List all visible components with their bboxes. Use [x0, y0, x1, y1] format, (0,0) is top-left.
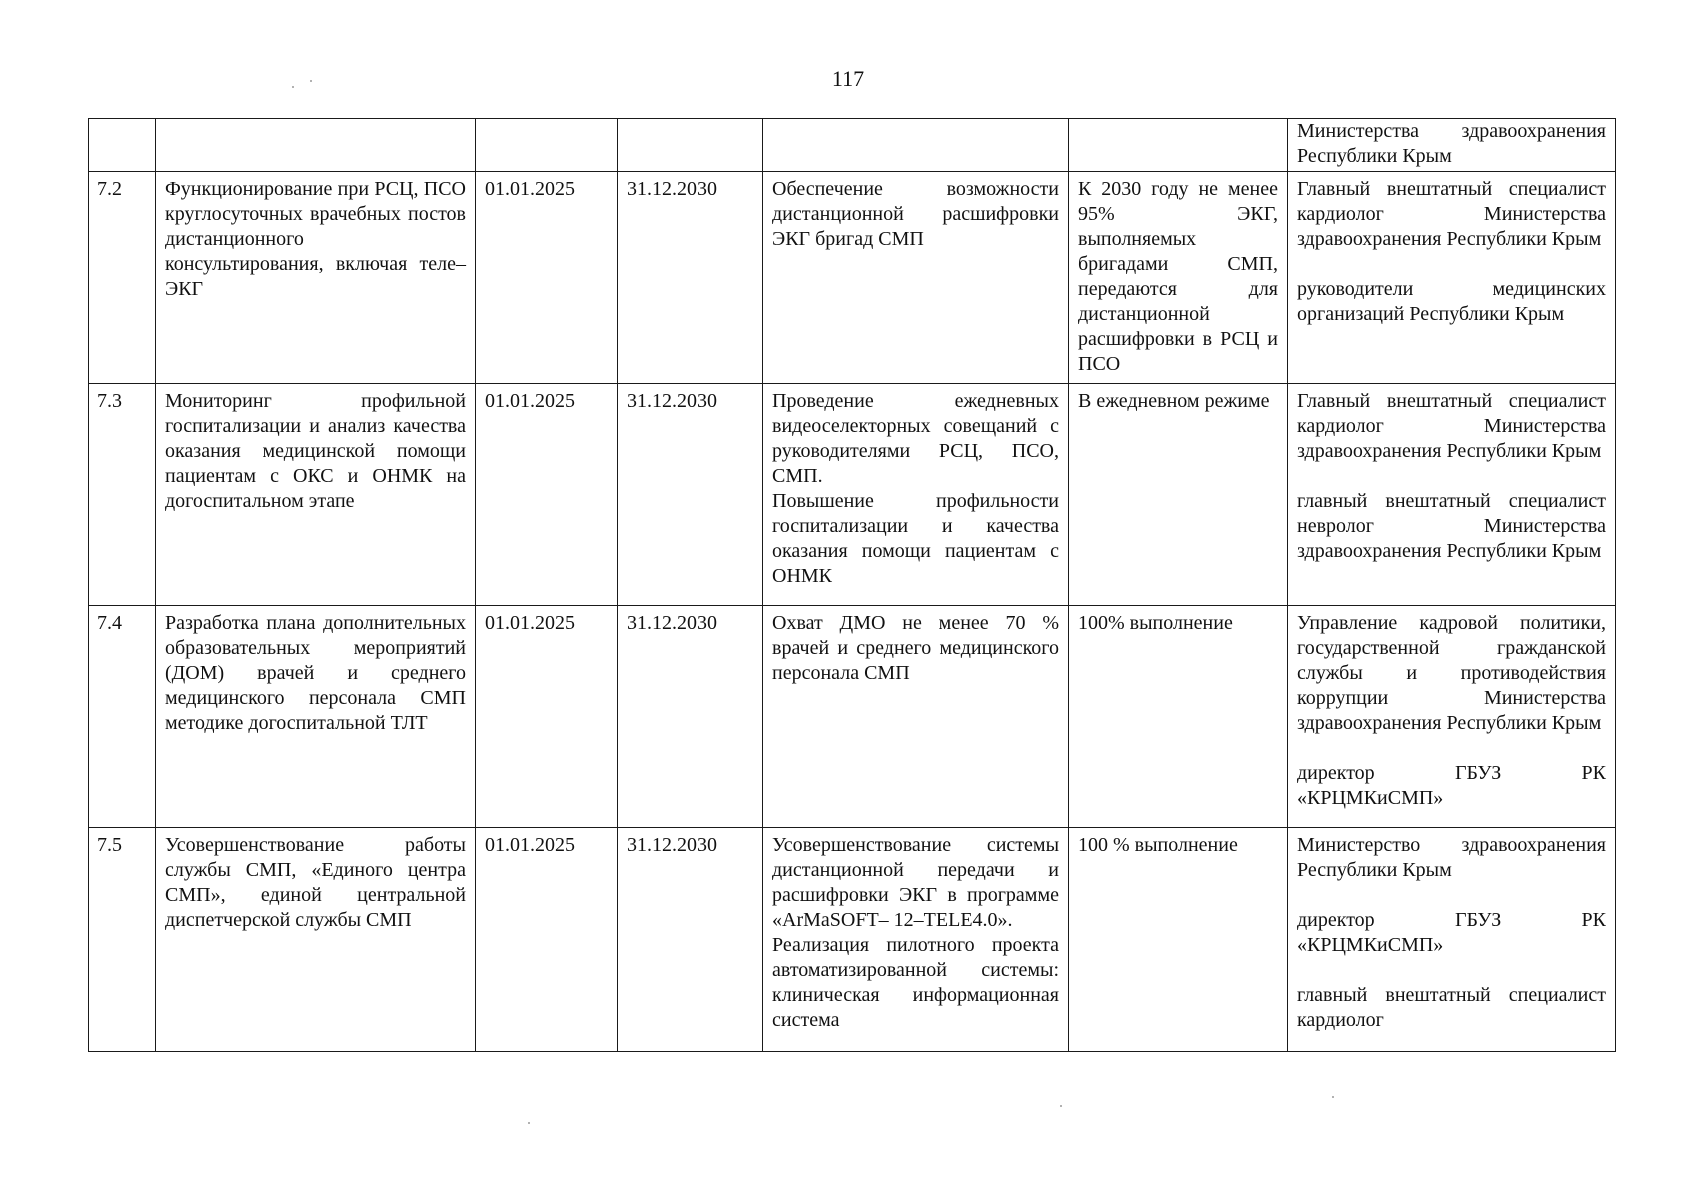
scan-speck: [528, 1122, 530, 1124]
cell-end: 31.12.2030: [618, 606, 763, 828]
table-row: [89, 828, 1616, 1052]
cell-indicator: [1069, 119, 1288, 172]
cell-result: [763, 172, 1069, 384]
responsible-line: главный внештатный специалист невролог Министерства здравоохранения Республики Крым: [1297, 490, 1606, 562]
cell-responsible: [1288, 119, 1616, 172]
cell-activity: Функционирование при РСЦ, ПСО круглосуточных врачебных постов дистанционного консультирования, включая теле– ЭКГ: [156, 172, 476, 384]
responsible-line: руководители медицинских организаций Республики Крым: [1297, 278, 1606, 325]
cell-end: 31.12.2030: [618, 828, 763, 1052]
scan-speck: [1332, 1096, 1334, 1098]
cell-result: [763, 119, 1069, 172]
result-line: Повышение профильности госпитализации и качества оказания помощи пациентам с ОНМК: [772, 490, 1059, 587]
cell-end: [618, 119, 763, 172]
cell-end: 31.12.2030: [618, 172, 763, 384]
responsible-line: директор ГБУЗ РК «КРЦМКиСМП»: [1297, 762, 1606, 809]
responsible-line: главный внештатный специалист кардиолог: [1297, 984, 1606, 1031]
responsible-line: Управление кадровой политики, государственной гражданской службы и противодействия коррупции Министерства здравоохранения Республики Крым: [1297, 612, 1606, 734]
cell-end: 31.12.2030: [618, 384, 763, 606]
cell-start: 01.01.2025: [476, 172, 618, 384]
scan-speck: [292, 86, 294, 88]
cell-indicator: К 2030 году не менее 95% ЭКГ, выполняемых бригадами СМП, передаются для дистанционной расшифровки в РСЦ и ПСО: [1069, 172, 1288, 384]
cell-result: [763, 606, 1069, 828]
cell-start: 01.01.2025: [476, 828, 618, 1052]
result-line: Усовершенствование системы дистанционной передачи и расшифровки ЭКГ в программе «ArMaSOFT– 12–TELE4.0».: [772, 834, 1059, 931]
responsible-line: директор ГБУЗ РК «КРЦМКиСМП»: [1297, 909, 1606, 956]
responsible-line: Министерство здравоохранения Республики Крым: [1297, 834, 1606, 881]
cell-activity: [156, 119, 476, 172]
responsible-line: Главный внештатный специалист кардиолог Министерства здравоохранения Республики Крым: [1297, 178, 1606, 250]
cell-num: 7.3: [89, 384, 156, 606]
cell-indicator: В ежедневном режиме: [1069, 384, 1288, 606]
cell-responsible: [1288, 172, 1616, 384]
cell-activity: Усовершенствование работы службы СМП, «Единого центра СМП», единой центральной диспетчерской службы СМП: [156, 828, 476, 1052]
cell-result: [763, 384, 1069, 606]
cell-responsible: [1288, 606, 1616, 828]
cell-num: 7.4: [89, 606, 156, 828]
responsible-line: Главный внештатный специалист кардиолог Министерства здравоохранения Республики Крым: [1297, 390, 1606, 462]
scan-speck: [1060, 1105, 1062, 1107]
result-line: Проведение ежедневных видеоселекторных совещаний с руководителями РСЦ, ПСО, СМП.: [772, 390, 1059, 487]
activities-table: [88, 118, 1616, 1052]
cell-start: 01.01.2025: [476, 384, 618, 606]
cell-activity: Мониторинг профильной госпитализации и анализ качества оказания медицинской помощи пациентам с ОКС и ОНМК на догоспитальном этапе: [156, 384, 476, 606]
cell-result: [763, 828, 1069, 1052]
cell-start: 01.01.2025: [476, 606, 618, 828]
cell-start: [476, 119, 618, 172]
result-line: Охват ДМО не менее 70 % врачей и среднего медицинского персонала СМП: [772, 612, 1059, 684]
cell-num: 7.2: [89, 172, 156, 384]
table-row: [89, 606, 1616, 828]
cell-activity: Разработка плана дополнительных образовательных мероприятий (ДОМ) врачей и среднего медицинского персонала СМП методике догоспитальной ТЛТ: [156, 606, 476, 828]
table-row-continuation: [89, 119, 1616, 172]
cell-num: [89, 119, 156, 172]
scan-speck: [310, 80, 312, 82]
cell-responsible: [1288, 384, 1616, 606]
page-number: 117: [831, 66, 865, 91]
cell-responsible: [1288, 828, 1616, 1052]
result-line: Обеспечение возможности дистанционной расшифровки ЭКГ бригад СМП: [772, 178, 1059, 250]
responsible-line: Министерства здравоохранения Республики Крым: [1297, 120, 1606, 167]
cell-num: 7.5: [89, 828, 156, 1052]
cell-indicator: 100 % выполнение: [1069, 828, 1288, 1052]
result-line: Реализация пилотного проекта автоматизированной системы: клиническая информационная система: [772, 934, 1059, 1031]
cell-indicator: 100% выполнение: [1069, 606, 1288, 828]
table-row: [89, 172, 1616, 384]
table-row: [89, 384, 1616, 606]
